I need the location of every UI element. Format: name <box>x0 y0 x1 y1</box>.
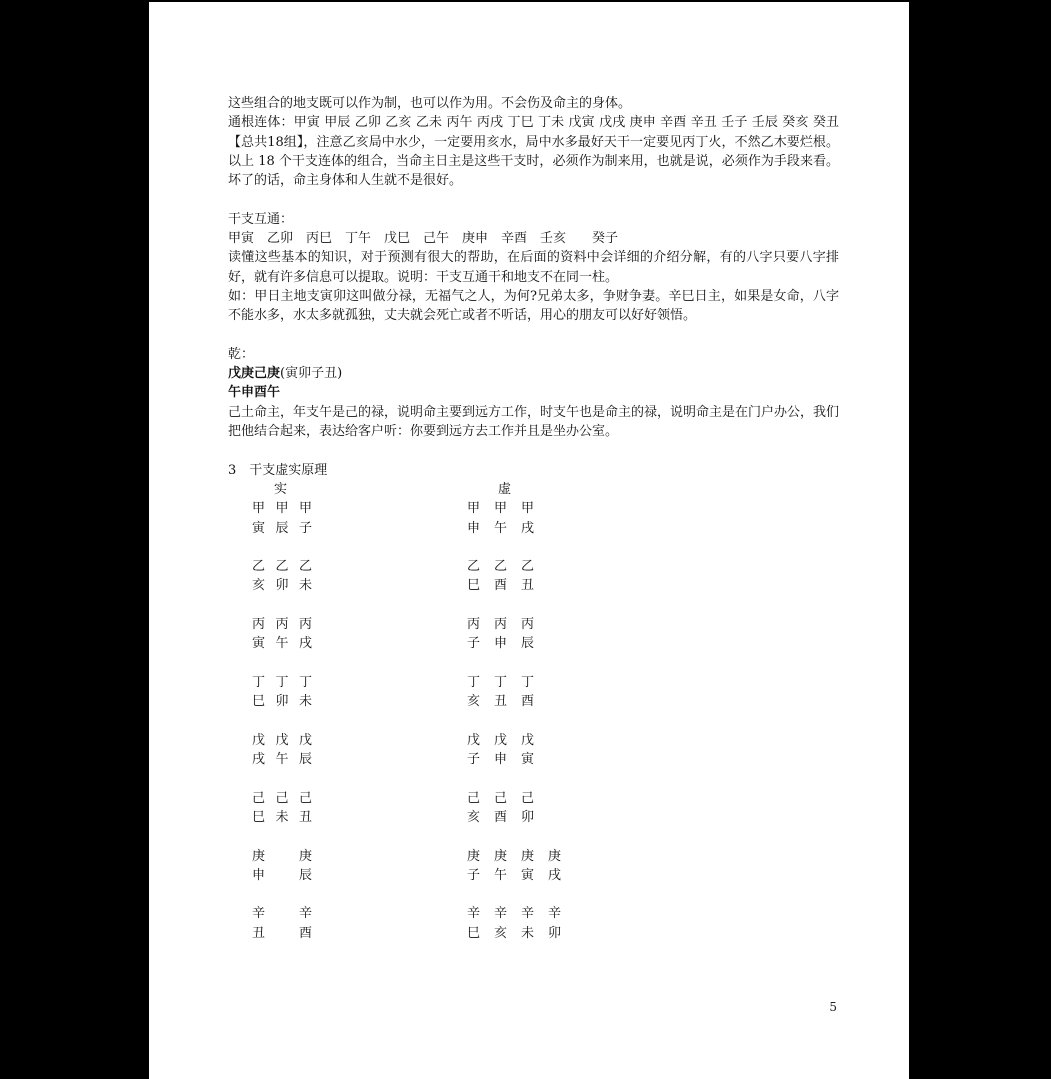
shi-branch-cell: 申 <box>252 867 266 883</box>
shi-branch-cell: 辰 <box>299 867 313 883</box>
xu-branch-cell: 寅 <box>521 752 535 768</box>
xu-group-2-stem-row <box>467 557 575 576</box>
xu-stem-cell: 己 <box>521 790 535 806</box>
paragraph-analysis: 己土命主，年支午是己的禄，说明命主要到远方工作，时支午也是命主的禄，说明命主是在门户办公，我们把他结合起来，表达给客户听：你要到远方去工作并且是坐办公室。 <box>228 404 840 440</box>
xu-group-2-branch-row <box>467 576 575 595</box>
xu-branch-cell: 丑 <box>521 578 535 594</box>
xu-stem-cell: 乙 <box>467 559 481 575</box>
xu-group-4-branch-row <box>467 692 575 711</box>
xu-stem-cell: 乙 <box>521 559 535 575</box>
shi-branch-cell: 卯 <box>275 694 289 710</box>
xu-branch-cell: 寅 <box>521 867 535 883</box>
xu-branch-cell: 酉 <box>521 694 535 710</box>
shi-stem-cell: 乙 <box>252 559 266 575</box>
xu-branch-cell: 子 <box>467 752 481 768</box>
page-content <box>228 94 839 960</box>
xu-stem-cell: 辛 <box>467 906 481 922</box>
xu-branch-cell: 申 <box>494 752 508 768</box>
xu-stem-cell: 庚 <box>521 848 535 864</box>
shi-branch-cell: 未 <box>299 694 313 710</box>
shi-stem-cell: 丙 <box>275 617 289 633</box>
shi-group-8-stem-row <box>252 904 323 923</box>
xu-stem-cell: 甲 <box>467 501 481 517</box>
xu-branch-cell: 戌 <box>521 520 535 536</box>
shi-group-3-stem-row <box>252 615 323 634</box>
shi-stem-cell: 甲 <box>299 501 313 517</box>
xu-stem-cell: 辛 <box>548 906 562 922</box>
xu-stem-cell: 己 <box>467 790 481 806</box>
xu-branch-cell: 卯 <box>548 925 562 941</box>
shi-branch-cell: 寅 <box>252 636 266 652</box>
shi-stem-cell: 己 <box>299 790 313 806</box>
xu-stem-cell: 丁 <box>494 674 508 690</box>
paragraph-basic-knowledge: 读懂这些基本的知识，对于预测有很大的帮助，在后面的资料中会详细的介绍分解，有的八字只要八字排好，就有许多信息可以提取。说明：干支互通干和地支不在同一柱。 <box>228 250 839 285</box>
xu-stem-cell: 庚 <box>494 848 508 864</box>
shi-stem-cell: 己 <box>275 790 289 806</box>
shi-branch-cell: 戌 <box>252 752 266 768</box>
document-page <box>149 2 909 1079</box>
xu-group-6-branch-row <box>467 808 575 827</box>
shi-group-2-branch-row <box>252 576 323 595</box>
xu-group-8-stem-row <box>467 904 575 923</box>
xu-stem-cell: 戊 <box>521 732 535 748</box>
xu-branch-cell: 巳 <box>467 578 481 594</box>
xu-stem-cell: 戊 <box>494 732 508 748</box>
xu-stem-cell: 庚 <box>467 848 481 864</box>
xu-group-3-stem-row <box>467 615 575 634</box>
xu-branch-cell: 辰 <box>521 636 535 652</box>
shi-stem-cell: 乙 <box>275 559 289 575</box>
shi-stem-cell: 丙 <box>252 617 266 633</box>
xu-branch-cell: 子 <box>467 867 481 883</box>
shi-branch-cell: 亥 <box>252 578 266 594</box>
shi-group-5-branch-row <box>252 750 323 769</box>
xu-branch-cell: 亥 <box>494 925 508 941</box>
shi-stem-cell: 丁 <box>252 674 266 690</box>
xu-group-1-stem-row <box>467 499 575 518</box>
chart-qian-paren: (寅卯子丑) <box>280 366 343 382</box>
shi-stem-cell: 乙 <box>299 559 313 575</box>
xu-group-7-branch-row <box>467 866 575 885</box>
shi-stem-cell: 丁 <box>275 674 289 690</box>
shi-stem-cell: 甲 <box>252 501 266 517</box>
shi-branch-cell: 寅 <box>252 520 266 536</box>
xu-group-7-stem-row <box>467 847 575 866</box>
xu-stem-cell: 甲 <box>521 501 535 517</box>
shi-group-1-branch-row <box>252 519 323 538</box>
xu-stem-cell: 辛 <box>521 906 535 922</box>
xu-group-8-branch-row <box>467 924 575 943</box>
xu-stem-cell: 乙 <box>494 559 508 575</box>
xu-branch-cell: 酉 <box>494 809 508 825</box>
shi-branch-cell: 丑 <box>252 925 266 941</box>
shi-branch-cell: 辰 <box>275 520 289 536</box>
shi-group-2-stem-row <box>252 557 323 576</box>
shi-branch-cell: 戌 <box>299 636 313 652</box>
xu-grid <box>467 499 575 962</box>
shi-branch-cell: 卯 <box>275 578 289 594</box>
xu-group-1-branch-row <box>467 519 575 538</box>
shi-stem-cell: 戊 <box>252 732 266 748</box>
shi-stem-cell: 甲 <box>275 501 289 517</box>
section-3-title: 3 干支虚实原理 <box>228 462 328 478</box>
paragraph-combination-note: 这些组合的地支既可以作为制，也可以作为用。不会伤及命主的身体。 <box>228 96 632 111</box>
shi-branch-cell: 巳 <box>252 809 266 825</box>
xu-branch-cell: 午 <box>494 867 508 883</box>
xu-group-6-stem-row <box>467 789 575 808</box>
xu-stem-cell: 甲 <box>494 501 508 517</box>
shi-branch-cell: 未 <box>299 578 313 594</box>
chart-qian-stems: 戊庚己庚 <box>228 366 281 382</box>
shi-branch-cell: 午 <box>275 752 289 768</box>
shi-group-1-stem-row <box>252 499 323 518</box>
xu-stem-cell: 丁 <box>521 674 535 690</box>
xu-group-3-branch-row <box>467 634 575 653</box>
ganzhi-hutong-title: 干支互通： <box>228 211 294 227</box>
shi-label: 实 <box>274 481 288 497</box>
chart-qian-stems-line <box>228 364 839 383</box>
shi-branch-cell: 辰 <box>299 752 313 768</box>
xu-stem-cell: 丙 <box>494 617 508 633</box>
shi-group-7-branch-row <box>252 866 323 885</box>
xu-branch-cell: 申 <box>494 636 508 652</box>
xu-group-5-stem-row <box>467 731 575 750</box>
shi-stem-cell: 己 <box>252 790 266 806</box>
xu-branch-cell: 亥 <box>467 809 481 825</box>
shi-group-4-branch-row <box>252 692 323 711</box>
shi-group-4-stem-row <box>252 673 323 692</box>
xu-stem-cell: 庚 <box>548 848 562 864</box>
chart-qian-branches: 午申酉午 <box>228 385 281 401</box>
ganzhi-hutong-list: 甲寅 乙卯 丙巳 丁午 戊巳 己午 庚申 辛酉 壬亥 癸子 <box>228 231 619 247</box>
shi-branch-cell: 未 <box>275 809 289 825</box>
shi-group-3-branch-row <box>252 634 323 653</box>
shi-stem-cell: 戊 <box>299 732 313 748</box>
xu-branch-cell: 卯 <box>521 809 535 825</box>
shi-stem-cell: 辛 <box>299 906 313 922</box>
shi-branch-cell: 巳 <box>252 694 266 710</box>
xu-branch-cell: 酉 <box>494 578 508 594</box>
shi-group-7-stem-row <box>252 847 323 866</box>
shi-stem-cell: 庚 <box>252 848 266 864</box>
shi-branch-cell: 子 <box>299 520 313 536</box>
shi-grid <box>252 499 323 962</box>
shi-stem-cell: 辛 <box>252 906 266 922</box>
xu-group-4-stem-row <box>467 673 575 692</box>
shi-group-5-stem-row <box>252 731 323 750</box>
xu-stem-cell: 丙 <box>521 617 535 633</box>
xu-label: 虚 <box>498 481 512 497</box>
xu-branch-cell: 巳 <box>467 925 481 941</box>
shi-branch-cell: 丑 <box>299 809 313 825</box>
chart-qian-label: 乾： <box>228 346 255 362</box>
xu-branch-cell: 戌 <box>548 867 562 883</box>
page-number: 5 <box>829 1000 837 1014</box>
xu-branch-cell: 子 <box>467 636 481 652</box>
xushi-table <box>228 480 839 960</box>
shi-group-8-branch-row <box>252 924 323 943</box>
shi-stem-cell: 戊 <box>275 732 289 748</box>
xu-stem-cell: 己 <box>494 790 508 806</box>
xu-branch-cell: 午 <box>494 520 508 536</box>
xu-branch-cell: 亥 <box>467 694 481 710</box>
xu-stem-cell: 戊 <box>467 732 481 748</box>
paragraph-example: 如：甲日主地支寅卯这叫做分禄，无福气之人，为何?兄弟太多，争财争妻。辛巳日主，如果是女命，八字不能水多，水太多就孤独，丈夫就会死亡或者不听话，用心的朋友可以好好领悟。 <box>228 288 839 324</box>
shi-stem-cell: 丙 <box>299 617 313 633</box>
shi-stem-cell: 丁 <box>299 674 313 690</box>
shi-group-6-branch-row <box>252 808 323 827</box>
xu-stem-cell: 辛 <box>494 906 508 922</box>
xu-branch-cell: 丑 <box>494 694 508 710</box>
xu-branch-cell: 申 <box>467 520 481 536</box>
shi-branch-cell: 午 <box>275 636 289 652</box>
xu-group-5-branch-row <box>467 750 575 769</box>
shi-group-6-stem-row <box>252 789 323 808</box>
xu-stem-cell: 丁 <box>467 674 481 690</box>
xu-stem-cell: 丙 <box>467 617 481 633</box>
shi-stem-cell: 庚 <box>299 848 313 864</box>
shi-branch-cell: 酉 <box>299 925 313 941</box>
paragraph-tonggen-lianti: 通根连体：甲寅 甲辰 乙卯 乙亥 乙未 丙午 丙戌 丁巳 丁未 戊寅 戊戌 庚申 辛酉 辛丑 壬子 壬辰 癸亥 癸丑 【总共18组】，注意乙亥局中水少，一定要用亥水，局中水多最好天干一定要见丙丁火，不然乙木要烂根。以上 18 个干支连体的组合，当命主日主是这些干支时，必须作为制来用，也就是说，必须作为手段来看。坏了的话，命主身体和人生就不是很好。 <box>228 115 839 189</box>
xu-branch-cell: 未 <box>521 925 535 941</box>
